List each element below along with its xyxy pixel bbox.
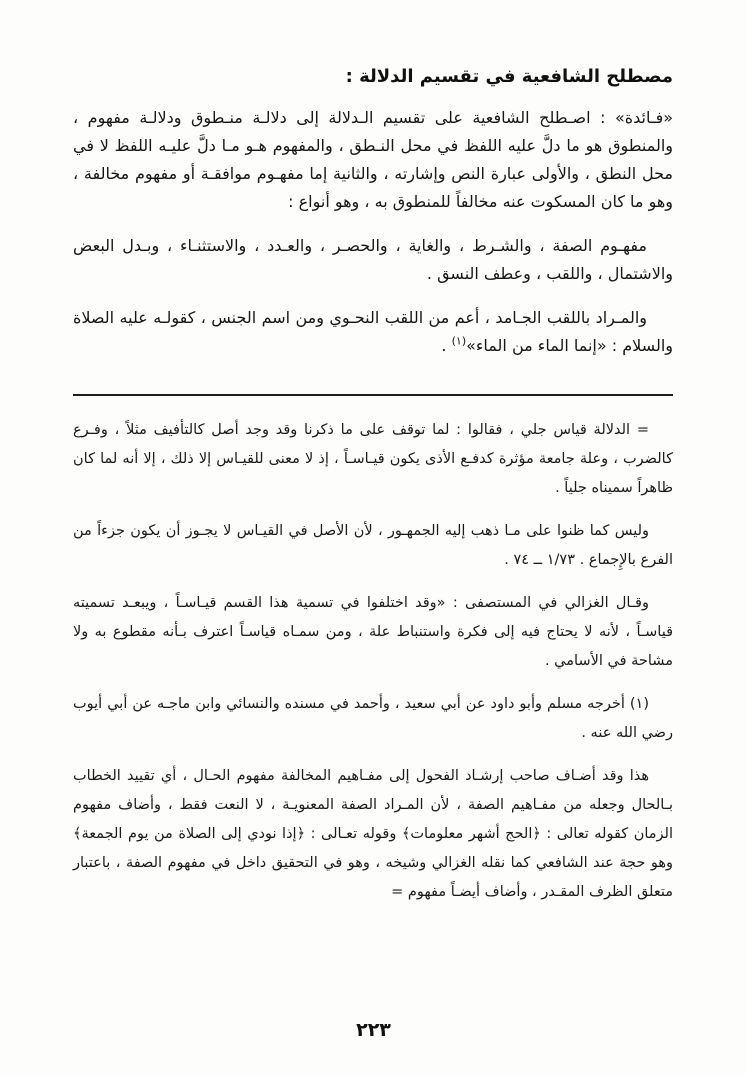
paragraph-text: والمـراد باللقب الجـامد ، أعم من اللقب النحـوي ومن اسم الجنس ، كقولـه عليه الصلاة والسلام : «إنما الماء من الماء» [73, 308, 673, 355]
text-block [73, 64, 673, 921]
footnotes-section [73, 416, 673, 907]
footnote-paragraph-5: هذا وقد أضـاف صاحب إرشـاد الفحول إلى مفـاهيم المخالفة مفهوم الحـال ، أي تقييد الخطاب بـالحال وجعله من مفـاهيم الصفة ، لأن المـراد الصفة المعنويـة ، لا النعت فقط ، وأضاف مفهوم الزمان كقوله تعالى : ﴿الحج أشهر معلومات﴾ وقوله تعـالى : ﴿إذا نودي إلى الصلاة من يوم الجمعة﴾ وهو حجة عند الشافعي كما نقله الغزالي وشيخه ، وهو في التحقيق داخل في مفهوم الصفة ، باعتبار متعلق الظرف المقـدر ، وأضاف أيضـاً مفهوم = [73, 768, 673, 900]
footnote-paragraph-3: وقـال الغزالي في المستصفى : «وقد اختلفوا في تسمية هذا القسم قيـاسـاً ، ويبعـد تسميته قياسـاً ، لأنه لا يحتاج فيه إلى فكرة واستنباط علة ، ومن سمـاه قياسـاً اعترف بـأنه مقطوع به ولا مشاحة في الأسامي . [73, 595, 673, 669]
body-paragraph-2: مفهـوم الصفة ، والشـرط ، والغاية ، والحصـر ، والعـدد ، والاستثنـاء ، وبـدل البعض والاشتمال ، واللقب ، وعطف النسق . [73, 236, 673, 283]
page-title: مصطلح الشافعية في تقسيم الدلالة : [345, 66, 673, 87]
footnote-separator [73, 394, 673, 396]
body-paragraph-1: «فـائدة» : اصـطلح الشافعية على تقسيم الـدلالة إلى دلالـة منـطوق ودلالـة مفهوم ، والمنطوق هو ما دلَّ عليه اللفظ في محل النـطق ، والمفهوم هـو مـا دلَّ عليـه اللفظ لا في محل النطق ، والأولى عبارة النص وإشارته ، والثانية إما مفهـوم موافقـة أو مفهوم مخالفة ، وهو ما كان المسكوت عنه مخالفاً للمنطوق به ، وهو أنواع : [73, 108, 673, 211]
footnote-1-text: (١) أخرجه مسلم وأبو داود عن أبي سعيد ، وأحمد في مسنده والنسائي وابن ماجـه عن أبي أيوب رضي الله عنه . [73, 696, 673, 741]
footnote-ref-1: (١) [451, 334, 467, 348]
paragraph-end-punctuation: . [441, 336, 452, 355]
footnote-continuation-paragraph: = الدلالة قياس جلي ، فقالوا : لما توقف على ما ذكرنا وقد وجد أصل كالتأفيف مثلاً ، وفـرع كالضرب ، وعلة جامعة مؤثرة كدفـع الأذى يكون قيـاسـاً ، إذ لا معنى للقيـاس إلا ذلك ، إلا أنه لما كان ظاهراً سميناه جلياً . [73, 422, 673, 496]
footnote-paragraph-2: وليس كما ظنوا على مـا ذهب إليه الجمهـور ، لأن الأصل في القيـاس لا يجـوز أن يكون جزءاً من الفرع بالإِجماع . ١/٧٣ ــ ٧٤ . [73, 523, 673, 568]
body-paragraph-3 [73, 304, 673, 360]
page-number: ٢٢٣ [356, 1019, 391, 1041]
